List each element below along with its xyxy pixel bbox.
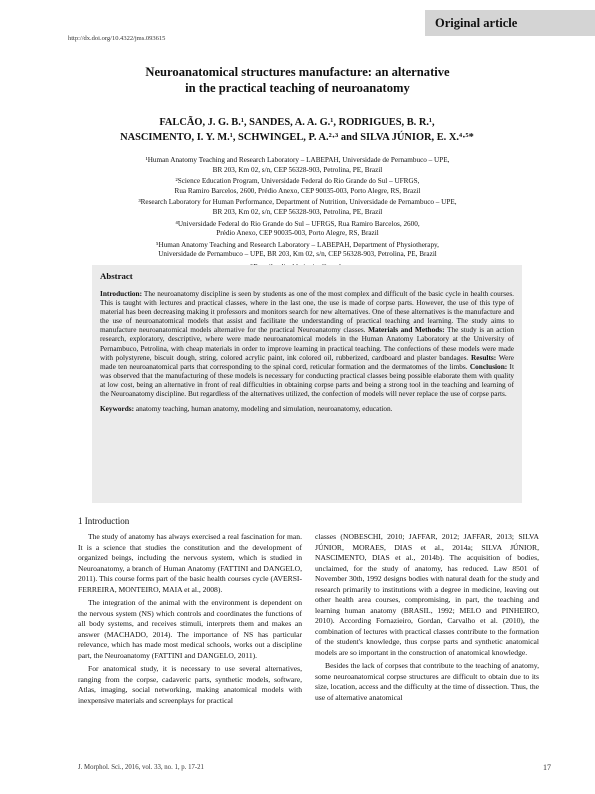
abstract-intro-text: The neuroanatomy discipline is seen by students as one of the most complex and difficult of the basic cycle in health courses. This is taught with lectures and practical classes, where in the last one, the use is made of corpse parts. However, the use of this type of material has been decreasing making it professors and monitors search for new alternatives. One of these alternatives is the manufacture and the use of neuroanatomical models that assist and facilitate the understanding of practical teaching and learning. The study aims to manufacture neuroanatomical models alternative for the practical Neuroanatomy classes. bbox=[100, 289, 514, 335]
abstract-conclusion-text: It was observed that the manufacturing of these models is necessary for conducting practical classes being possible elaborate them with quality at low cost, being an alternative in front of real difficulties in obtaining corpse parts and being a strong tool in the teaching and learning of the Neuroanatomy discipline. But regardless of the alternatives utilized, the confection of models will never replace the use of corpse parts. bbox=[100, 361, 514, 399]
affiliation-line: Prédio Anexo, CEP 90035-003, Porto Alegre, RS, Brazil bbox=[216, 229, 379, 238]
affiliation-line: ⁴Universidade Federal do Rio Grande do Sul – UFRGS, Rua Ramiro Barcelos, 2600, bbox=[175, 219, 420, 228]
affiliation-line: ¹Human Anatomy Teaching and Research Laboratory – LABEPAH, Universidade de Pernambuco – UPE, bbox=[145, 156, 450, 164]
section-heading: 1 Introduction bbox=[78, 516, 130, 526]
footer-citation: J. Morphol. Sci., 2016, vol. 33, no. 1, p. 17-21 bbox=[78, 764, 204, 771]
affiliation-line: ³Research Laboratory for Human Performance, Department of Nutrition, Universidade de Pernambuco – UPE, bbox=[138, 198, 457, 207]
authors-line: FALCÃO, J. G. B.¹, SANDES, A. A. G.¹, RODRIGUES, B. R.¹, bbox=[159, 117, 435, 128]
authors bbox=[52, 115, 542, 145]
affiliation-line: Universidade de Pernambuco – UPE, BR 203, Km 02, s/n, CEP 56328-903, Petrolina, PE, Brazil bbox=[158, 250, 437, 259]
affiliation-line: BR 203, Km 02, s/n, CEP 56328-903, Petrolina, PE, Brazil bbox=[212, 165, 383, 174]
abstract-methods-text: The study is an action research, exploratory, descriptive, where were made neuroanatomical models in the Human Anatomy Laboratory at the University of Pernambuco, Petrolina, with cheap materials in order to improve learning in practical teaching. The confections of these models were made with polystyrene, biscuit dough, string, colored acrylic paint, ink colored oil, rubberized, cardboard and plaster bandages. bbox=[100, 325, 514, 362]
affiliation-1 bbox=[75, 156, 520, 175]
left-column bbox=[78, 532, 302, 709]
abstract-results-label: Results: bbox=[471, 352, 497, 362]
abstract-heading: Abstract bbox=[100, 271, 133, 281]
affiliation-5 bbox=[75, 241, 520, 260]
article-title bbox=[40, 64, 555, 96]
abstract-conclusion-label: Conclusion: bbox=[469, 361, 508, 371]
abstract-intro-label: Introduction: bbox=[100, 289, 143, 298]
affiliation-4 bbox=[75, 220, 520, 239]
title-line: in the practical teaching of neuroanatomy bbox=[185, 81, 410, 95]
paragraph: Besides the lack of corpses that contribute to the teaching of anatomy, some neuroanatomical corpse structures are difficult to obtain due to its size, location, access and the difficulty at the time of dissection. Thus, the use of alternative anatomical bbox=[315, 661, 539, 702]
affiliation-line: ⁵Human Anatomy Teaching and Research Laboratory – LABEPAH, Department of Physiotherapy, bbox=[156, 240, 439, 249]
affiliation-3 bbox=[75, 198, 520, 217]
authors-line: NASCIMENTO, I. Y. M.¹, SCHWINGEL, P. A.²·³ and SILVA JÚNIOR, E. X.⁴·⁵* bbox=[120, 132, 474, 143]
keywords bbox=[100, 404, 514, 413]
paragraph: For anatomical study, it is necessary to use several alternatives, ranging from the corpse, cadaveric parts, synthetic models, software, Atlas, imaging, social networking, making anatomical models with inexpensive materials and screenplays for practical bbox=[78, 664, 302, 705]
affiliation-line: Rua Ramiro Barcelos, 2600, Prédio Anexo, CEP 90035-003, Porto Alegre, RS, Brazil bbox=[174, 186, 421, 195]
paragraph: The study of anatomy has always exercised a real fascination for man. It is a science that studies the constitution and the development of organized beings, including the nervous system, which is studied in Neuroanatomy, a branch of Human Anatomy (FATTINI and DANGELO, 2011). This course forms part of the basic health courses cycle (AVERSI-FERREIRA, MONTEIRO, MAIA et al., 2008). bbox=[78, 532, 302, 594]
keywords-label: Keywords: bbox=[100, 404, 135, 414]
keywords-text: anatomy teaching, human anatomy, modeling and simulation, neuroanatomy, education. bbox=[134, 404, 393, 414]
abstract-results-text: Were made ten neuroanatomical parts that corresponding to the spinal cord, reticular formation and the dermatomes of the limbs. bbox=[100, 352, 514, 371]
doi-link[interactable]: http://dx.doi.org/10.4322/jms.093615 bbox=[68, 35, 166, 42]
abstract-text bbox=[100, 289, 514, 398]
affiliation-2 bbox=[75, 177, 520, 196]
affiliation-line: ²Science Education Program, Universidade Federal do Rio Grande do Sul – UFRGS, bbox=[175, 177, 420, 186]
title-line: Neuroanatomical structures manufacture: an alternative bbox=[145, 65, 450, 79]
affiliation-line: BR 203, Km 02, s/n, CEP 56328-903, Petrolina, PE, Brazil bbox=[212, 207, 383, 216]
paragraph: classes (NOBESCHI, 2010; JAFFAR, 2012; JAFFAR, 2013; SILVA JÚNIOR, MORAES, DIAS et al., 2014a; SILVA JÚNIOR, NASCIMENTO, DIAS et al., 2014b). The acquisition of bodies, unclaimed, for the study of anatomy, has reduced. Law 8501 of November 30th, 1992 designs bodies with natural death for the study and research primarily to institutions with a degree in medicine, leaving out other health area courses, compromising, in part, the teaching and learning human anatomy (BRASIL, 1992; MELO and PINHEIRO, 2010). According Fornazieiro, Gordan, Carvalho et al. (2010), the combination of lectures with practical classes contribute to the formation of the student's knowledge, thus corpse parts and synthetic anatomical models are so important in the construction of anatomical knowledge. bbox=[315, 532, 539, 657]
abstract-methods-label: Materials and Methods: bbox=[368, 325, 445, 335]
page-number: 17 bbox=[543, 763, 551, 772]
right-column bbox=[315, 532, 539, 706]
paragraph: The integration of the animal with the environment is dependent on the nervous system (NS) which controls and coordinates the functions of all body systems, and receives stimuli, interprets them and makes an answer (MACHADO, 2014). The importance of NS has particular relevance, which has made most medical schools, works out a discipline part, the Neuroanatomy (FATTINI and DANGELO, 2011). bbox=[78, 598, 302, 660]
abstract-box bbox=[92, 265, 522, 503]
article-type-label: Original article bbox=[425, 10, 595, 36]
affiliations bbox=[75, 156, 520, 273]
